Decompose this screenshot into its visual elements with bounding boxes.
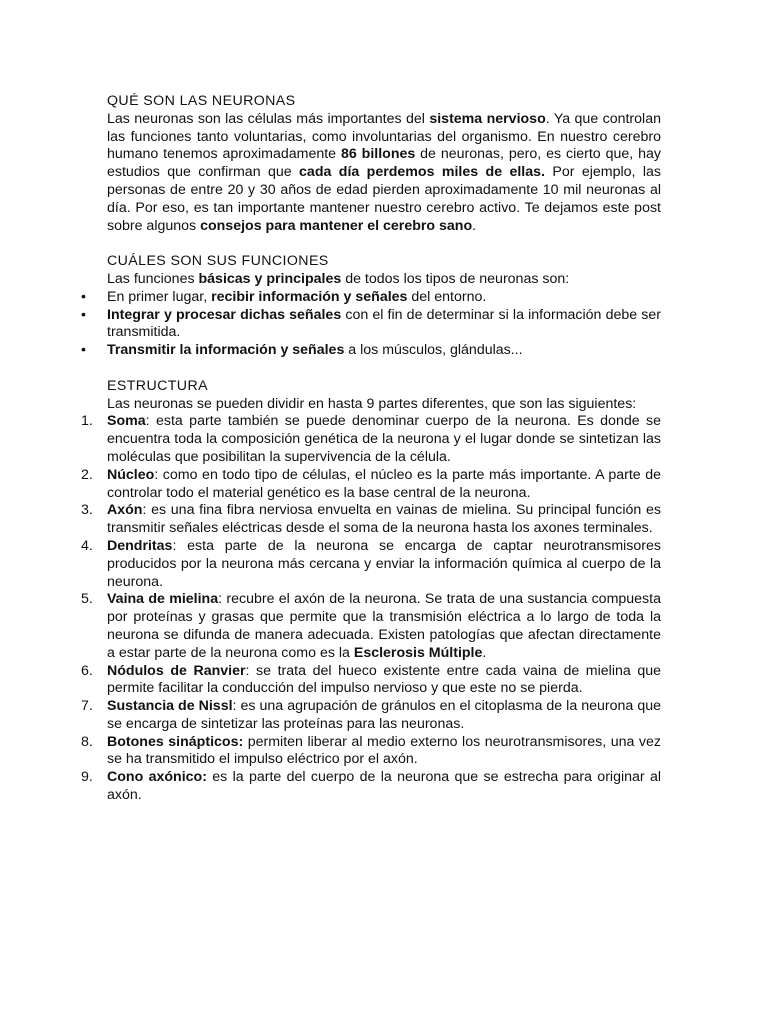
text-run: En primer lugar,	[107, 288, 212, 305]
numbered-item-dendritas	[81, 537, 661, 591]
numbered-item-botones	[81, 733, 661, 770]
text-run: : como en todo tipo de células, el núcleo es la parte más importante. A parte de controlar todo el material genético es la base central de la neurona.	[107, 466, 661, 501]
item-text	[107, 538, 661, 590]
bold-text: recibir información y señales	[211, 288, 408, 305]
bold-text: básicas y principales	[198, 270, 342, 287]
structure-numbered-list	[81, 413, 662, 805]
bold-text: Dendritas	[107, 537, 173, 554]
item-number: 1.	[81, 413, 93, 430]
text-run: del entorno.	[407, 288, 487, 305]
text-run: de todos los tipos de neuronas son:	[341, 270, 570, 287]
item-text	[107, 413, 661, 465]
bold-text: Nódulos de Ranvier	[107, 662, 246, 679]
item-text	[107, 769, 661, 803]
text-run: Las funciones	[107, 270, 199, 287]
numbered-item-vaina	[81, 591, 661, 662]
numbered-item-axon	[81, 502, 661, 538]
bold-text: Integrar y procesar dichas señales	[107, 306, 342, 323]
numbered-item-nucleo	[81, 466, 661, 503]
item-number: 6.	[81, 662, 93, 679]
bold-text: Axón	[107, 502, 143, 519]
text-run: . Ya que controlan las funciones tanto voluntarias, como involuntarias del organismo. En nuestro cerebro humano tenemos aproximadamente	[107, 110, 661, 163]
paragraph-que-son	[107, 111, 661, 236]
text-run: : es una fina fibra nerviosa envuelta en vainas de mielina. Su principal función es transmitir señales eléctricas desde el soma de la neurona hasta los axones terminales.	[107, 502, 661, 537]
numbered-item-cono	[81, 769, 661, 805]
paragraph-estructura-intro	[107, 396, 661, 414]
text-run: a los músculos, glándulas...	[344, 342, 523, 359]
section-heading-estructura: ESTRUCTURA	[107, 377, 208, 394]
item-number: 5.	[81, 591, 93, 608]
bold-text: cada día perdemos miles de ellas.	[299, 164, 545, 181]
item-text	[107, 734, 661, 768]
bold-text: Esclerosis Múltiple	[353, 644, 483, 661]
section-heading-que-son: QUÉ SON LAS NEURONAS	[107, 93, 296, 109]
item-number: 7.	[81, 698, 93, 715]
bold-text: sistema nervioso	[429, 110, 546, 127]
bold-text: Transmitir la información y señales	[107, 342, 345, 359]
item-text	[107, 698, 661, 732]
item-number: 3.	[81, 502, 93, 519]
bold-text: Núcleo	[107, 466, 155, 483]
text-run: permiten liberar al medio externo los neurotransmisores, una vez se ha transmitido el impulso eléctrico por el axón.	[107, 733, 661, 768]
numbered-item-nodulos	[81, 662, 661, 699]
item-number: 2.	[81, 466, 93, 483]
bold-text: 86 billones	[340, 146, 416, 163]
text-run: Las neuronas son las células más importantes del	[107, 110, 430, 127]
text-run: .	[482, 644, 487, 661]
numbered-item-soma	[81, 413, 661, 466]
text-run: es la parte del cuerpo de la neurona que se estrecha para originar al axón.	[107, 769, 661, 804]
item-number: 9.	[81, 769, 93, 786]
text-run: Por ejemplo, las personas de entre 20 y 30 años de edad pierden aproximadamente 10 mil neuronas al día. Por eso, es tan importante mantener nuestro cerebro activo. Te dejamos este post sobre algunos	[107, 164, 661, 234]
bold-text: Cono axónico:	[107, 769, 207, 786]
bullet-item	[107, 289, 661, 307]
text-run: Las neuronas se pueden dividir en hasta 9 partes diferentes, que son las siguientes:	[107, 395, 637, 412]
item-number: 4.	[81, 537, 93, 554]
bullet-item	[107, 342, 661, 360]
bold-text: Botones sinápticos:	[107, 733, 244, 750]
text-run: con el fin de determinar si la información debe ser transmitida.	[107, 306, 661, 341]
bullet-item	[107, 307, 661, 343]
spacer	[107, 360, 661, 378]
bold-text: Soma	[107, 413, 146, 430]
text-run: : esta parte también se puede denominar cuerpo de la neurona. Es donde se encuentra toda la composición genética de la neurona y el lugar donde se sintetizan las moléculas que posibilitan la supervivencia de la célula.	[107, 413, 661, 465]
text-run: : recubre el axón de la neurona. Se trata de una sustancia compuesta por proteínas y grasas que permite que la transmisión eléctrica a lo largo de toda la neurona se difunda de manera adecuada. Existen patologías que afectan directamente a estar parte de la neurona como es la	[107, 591, 661, 661]
item-text	[107, 663, 661, 697]
spacer	[107, 235, 661, 253]
text-run: de neuronas, pero, es cierto que, hay estudios que confirman que	[107, 146, 661, 181]
item-text	[107, 591, 661, 660]
functions-bullet-list	[107, 289, 661, 360]
item-number: 8.	[81, 733, 93, 750]
text-run: : se trata del hueco existente entre cada vaina de mielina que permite facilitar la conducción del impulso nervioso y que este no se pierda.	[107, 662, 661, 697]
numbered-item-nissl	[81, 698, 662, 734]
text-run: : esta parte de la neurona se encarga de captar neurotransmisores producidos por la neurona más cercana y enviar la información química al cuerpo de la neurona.	[107, 537, 661, 590]
text-run: : es una agrupación de gránulos en el citoplasma de la neurona que se encarga de sintetizar las proteínas para las neuronas.	[107, 698, 662, 732]
section-heading-funciones: CUÁLES SON SUS FUNCIONES	[107, 253, 329, 270]
bold-text: Sustancia de Nissl	[107, 698, 233, 715]
document-page	[81, 93, 662, 805]
item-text	[107, 467, 661, 501]
bold-text: consejos para mantener el cerebro sano	[200, 217, 473, 234]
paragraph-funciones-intro	[107, 271, 661, 289]
bold-text: Vaina de mielina	[107, 591, 219, 608]
text-run: .	[472, 217, 477, 234]
item-text	[107, 502, 661, 536]
